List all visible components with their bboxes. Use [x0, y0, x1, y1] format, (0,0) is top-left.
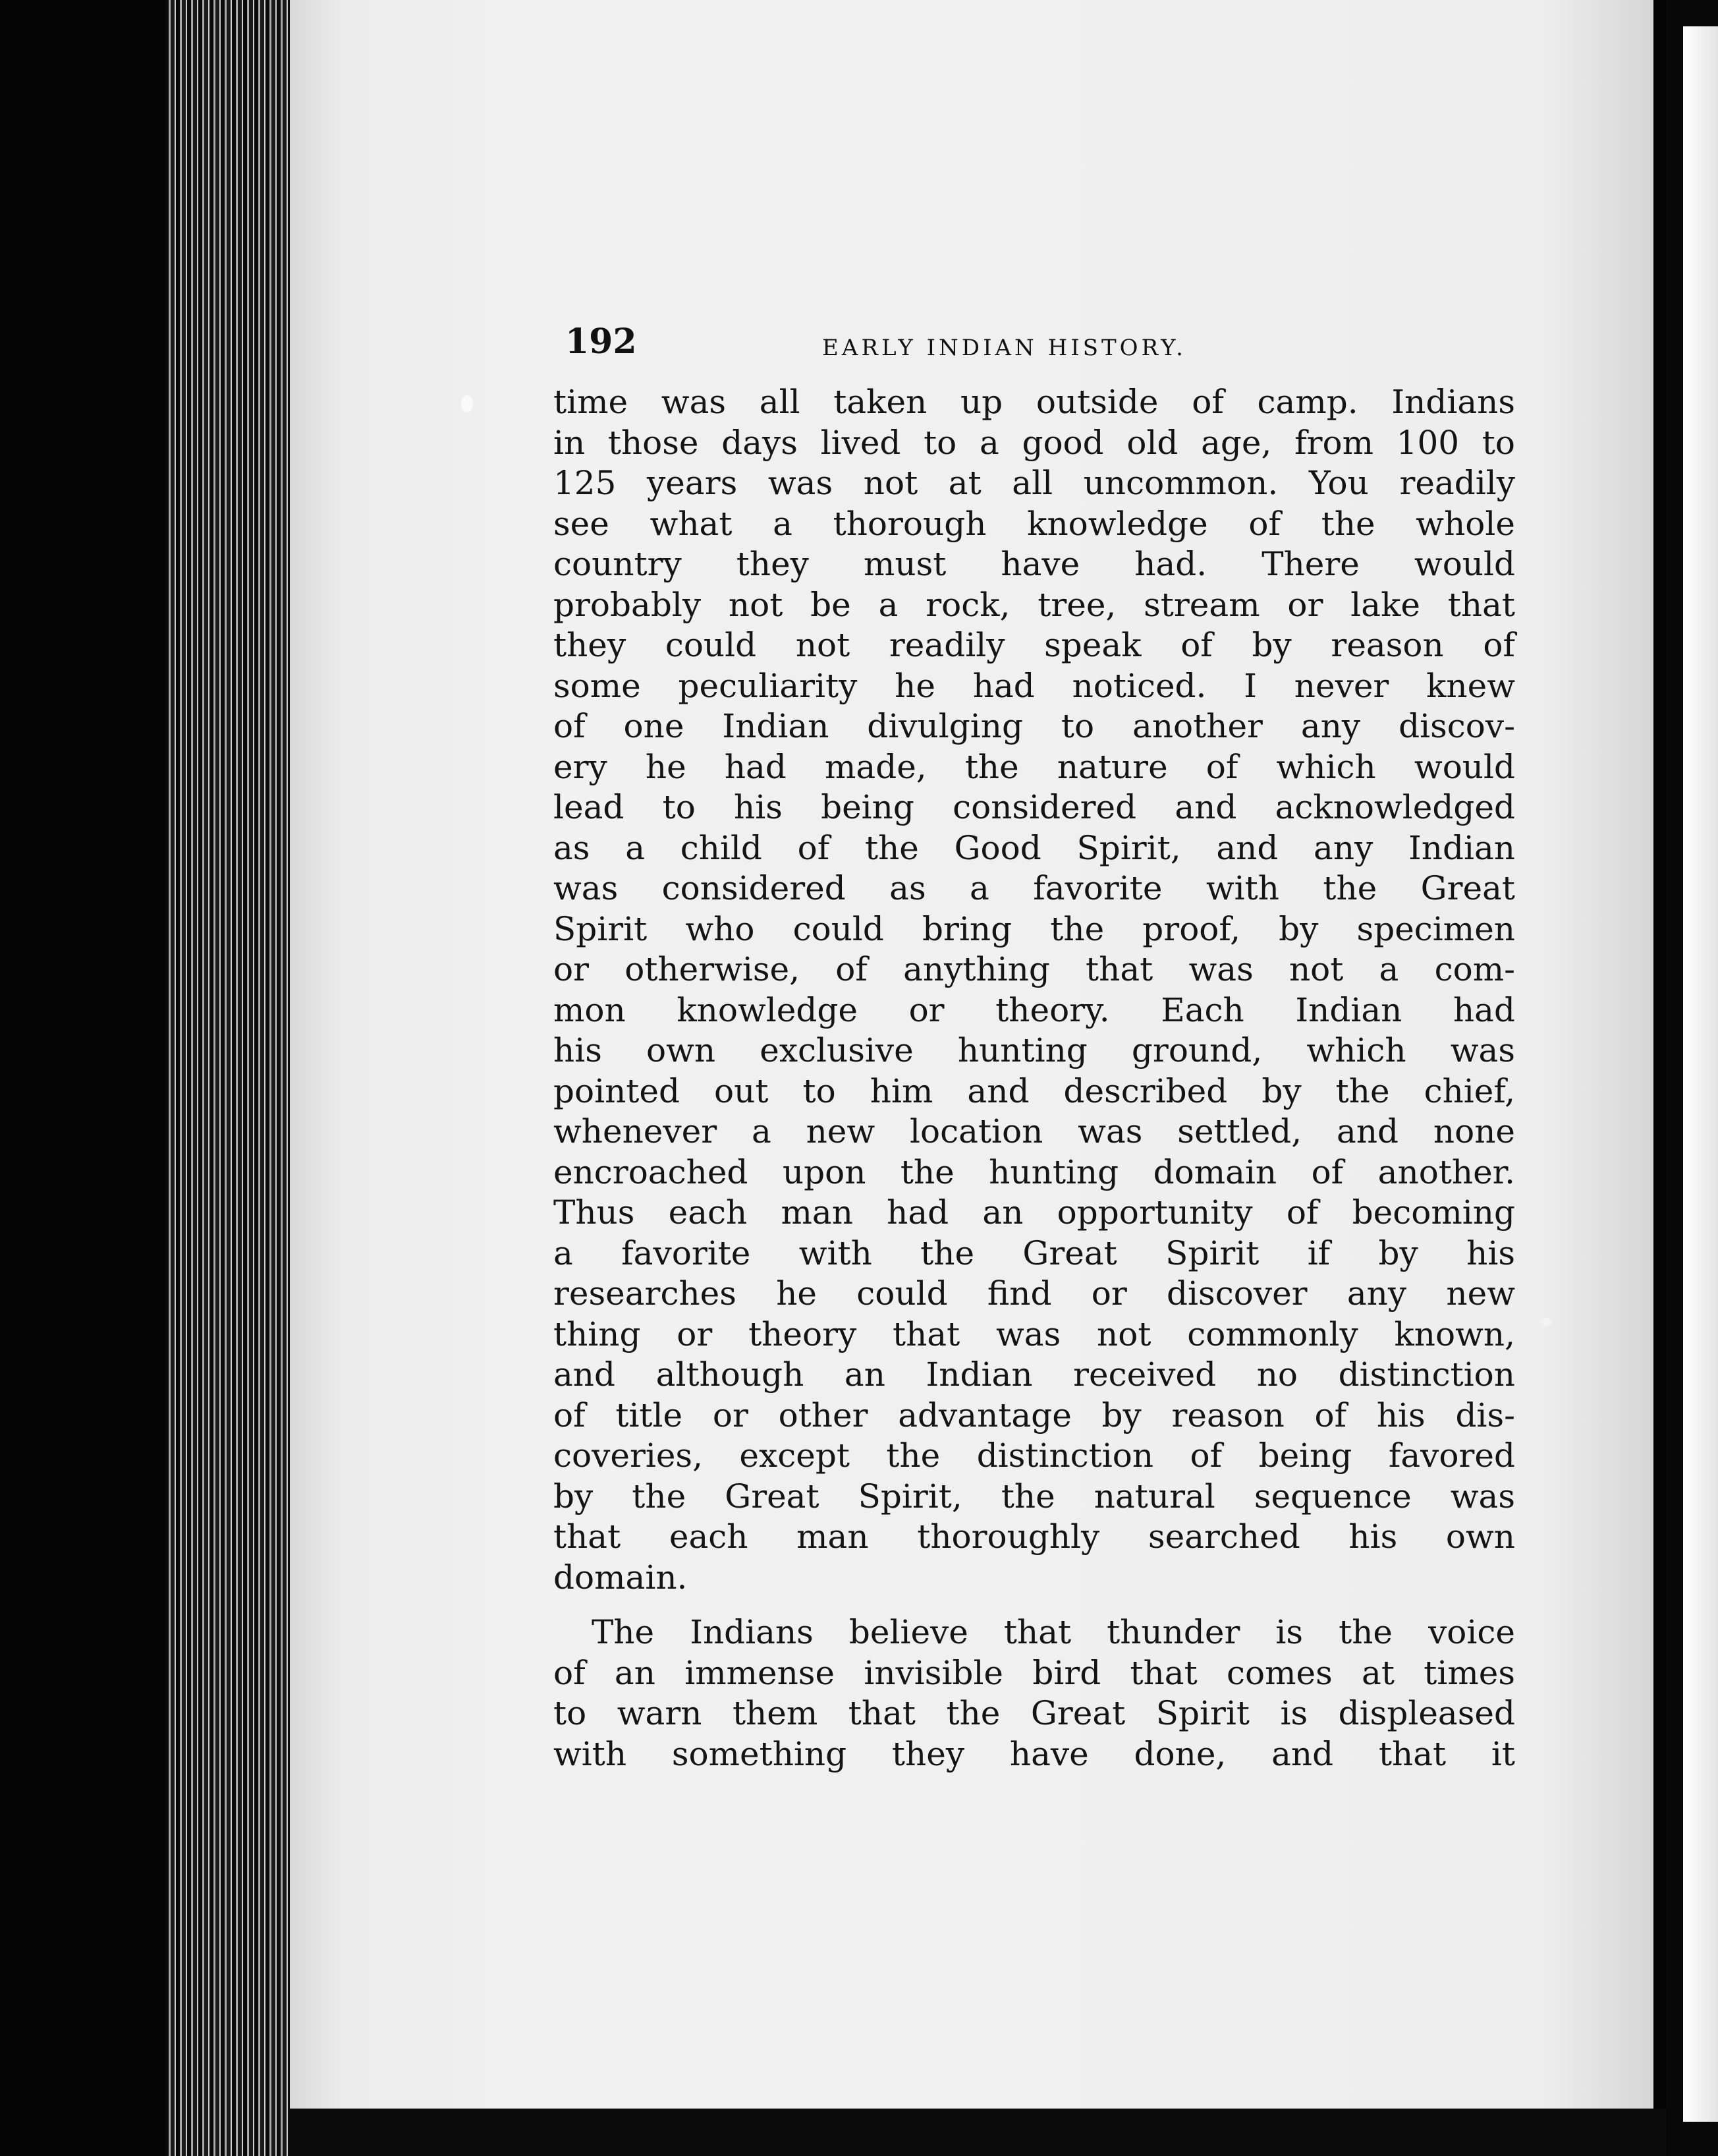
text-line: of an immense invisible bird that comes at times — [553, 1653, 1515, 1692]
text-line: country they must have had. There would — [553, 545, 1515, 583]
page-header — [565, 322, 1263, 374]
text-line: with something they have done, and that it — [553, 1734, 1515, 1773]
paragraph-gap — [553, 1598, 1515, 1612]
text-line: as a child of the Good Spirit, and any Indian — [553, 828, 1515, 867]
text-line: whenever a new location was settled, and none — [553, 1112, 1515, 1150]
text-line: Spirit who could bring the proof, by specimen — [553, 909, 1515, 948]
running-head: EARLY INDIAN HISTORY. — [822, 335, 1186, 361]
text-line: in those days lived to a good old age, from 100 to — [553, 423, 1515, 462]
text-line: coveries, except the distinction of being favored — [553, 1436, 1515, 1475]
text-line: domain. — [553, 1558, 688, 1597]
text-line: researches he could find or discover any new — [553, 1274, 1515, 1313]
text-line: by the Great Spirit, the natural sequence was — [553, 1477, 1515, 1516]
text-line: mon knowledge or theory. Each Indian had — [553, 990, 1515, 1029]
text-line: they could not readily speak of by reason of — [553, 626, 1515, 664]
scan-speck — [1541, 1318, 1552, 1326]
text-line: was considered as a favorite with the Great — [553, 869, 1515, 907]
text-line: Thus each man had an opportunity of becoming — [553, 1193, 1515, 1232]
text-line: to warn them that the Great Spirit is displeased — [553, 1694, 1515, 1732]
text-line: some peculiarity he had noticed. I never knew — [553, 666, 1515, 705]
text-line: see what a thorough knowledge of the whole — [553, 504, 1515, 543]
text-line: thing or theory that was not commonly known, — [553, 1315, 1515, 1353]
text-line: a favorite with the Great Spirit if by his — [553, 1234, 1515, 1272]
text-line: The Indians believe that thunder is the voice — [592, 1613, 1515, 1651]
scan-speck — [461, 395, 473, 412]
body-text — [553, 382, 1515, 1774]
text-line: encroached upon the hunting domain of another. — [553, 1152, 1515, 1191]
text-line: pointed out to him and described by the chief, — [553, 1071, 1515, 1110]
paragraph — [553, 382, 1515, 1598]
page-edges — [165, 0, 296, 2156]
page-number: 192 — [565, 322, 637, 362]
text-line: of one Indian divulging to another any discov- — [553, 707, 1515, 745]
text-line: 125 years was not at all uncommon. You readily — [553, 464, 1515, 502]
text-line: and although an Indian received no distinction — [553, 1355, 1515, 1394]
text-line: time was all taken up outside of camp. Indians — [553, 383, 1515, 421]
text-line: his own exclusive hunting ground, which was — [553, 1031, 1515, 1069]
text-line: or otherwise, of anything that was not a com- — [553, 950, 1515, 988]
text-line: ery he had made, the nature of which would — [553, 747, 1515, 786]
text-line: lead to his being considered and acknowledged — [553, 788, 1515, 826]
text-line: probably not be a rock, tree, stream or lake that — [553, 585, 1515, 624]
text-line: of title or other advantage by reason of his dis- — [553, 1396, 1515, 1434]
paragraph — [553, 1612, 1515, 1774]
bottom-shadow — [290, 2109, 1667, 2156]
text-line: that each man thoroughly searched his own — [553, 1518, 1515, 1556]
facing-page-edge — [1683, 26, 1718, 2122]
